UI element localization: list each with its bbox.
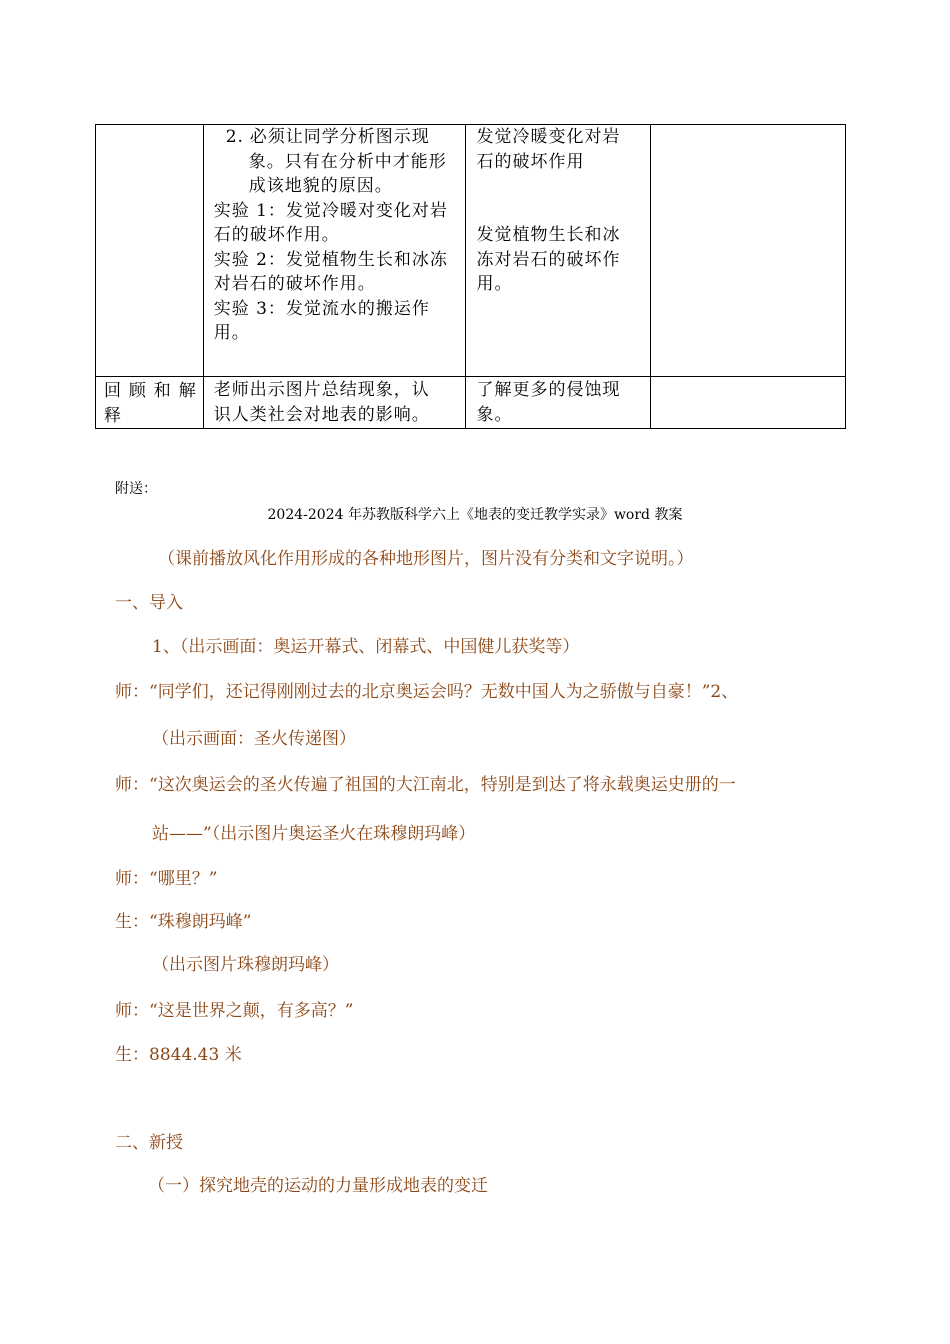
- intro-note: （课前播放风化作用形成的各种地形图片，图片没有分类和文字说明。）: [158, 549, 694, 569]
- document-title: 2024-2024 年苏教版科学六上《地表的变迁教学实录》word 教案: [267, 507, 683, 523]
- table-cell-stage: [96, 125, 204, 377]
- paragraph: 1、（出示画面：奥运开幕式、闭幕式、中国健儿获奖等）: [152, 637, 580, 657]
- paragraph: 师：“这次奥运会的圣火传遍了祖国的大江南北，特别是到达了将永载奥运史册的一: [115, 775, 736, 795]
- attach-label: 附送：: [115, 481, 157, 497]
- paragraph: 生：8844.43 米: [115, 1045, 242, 1065]
- cell-text: 老师出示图片总结现象，认: [213, 380, 430, 400]
- table-cell-stage: [96, 377, 204, 429]
- paragraph: 生：“珠穆朗玛峰”: [115, 912, 252, 932]
- cell-text: 对岩石的破坏作用。: [213, 274, 376, 294]
- cell-text: 了解更多的侵蚀现: [476, 380, 621, 400]
- paragraph: 师：“同学们，还记得刚刚过去的北京奥运会吗？无数中国人为之骄傲与自豪！”2、: [115, 682, 739, 702]
- paragraph: （一）探究地壳的运动的力量形成地表的变迁: [148, 1176, 488, 1196]
- table-row: [96, 377, 846, 429]
- section-heading-new: 二、新授: [115, 1133, 183, 1153]
- section-heading-intro: 一、导入: [115, 593, 183, 613]
- paragraph: 师：“哪里？”: [115, 869, 218, 889]
- table-cell-student-activity: [466, 377, 650, 429]
- cell-text: 石的破坏作用。: [213, 225, 340, 245]
- list-number: 2.: [225, 127, 244, 147]
- cell-text: 回顾和解: [104, 381, 197, 401]
- cell-text: 成该地貌的原因。: [248, 176, 393, 196]
- cell-text: 用。: [476, 274, 513, 294]
- paragraph: （出示图片珠穆朗玛峰）: [152, 955, 339, 975]
- cell-text: 发觉冷暖变化对岩: [476, 127, 621, 147]
- cell-text: 必须让同学分析图示现: [249, 127, 430, 147]
- table-cell-student-activity: [466, 125, 650, 377]
- table-cell-notes: [650, 377, 845, 429]
- cell-text: 实验 3：发觉流水的搬运作: [213, 298, 430, 319]
- cell-text: 释: [104, 405, 122, 426]
- table-row: [96, 125, 846, 377]
- paragraph: （出示画面：圣火传递图）: [152, 729, 356, 749]
- cell-text: 石的破坏作用: [476, 151, 585, 172]
- cell-text: 象。只有在分析中才能形: [248, 151, 447, 172]
- cell-text: 识人类社会对地表的影响。: [213, 404, 430, 425]
- list-item: [214, 125, 458, 150]
- lesson-table: [95, 124, 846, 429]
- table-cell-notes: [650, 125, 845, 377]
- table-cell-teacher-activity: [203, 125, 466, 377]
- cell-text: 象。: [476, 404, 513, 425]
- paragraph: 站——”（出示图片奥运圣火在珠穆朗玛峰）: [152, 824, 476, 844]
- cell-text: 实验 1：发觉冷暖对变化对岩: [213, 200, 448, 221]
- table-cell-teacher-activity: [203, 377, 466, 429]
- paragraph: 师：“这是世界之颠，有多高？”: [115, 1001, 354, 1021]
- cell-text: 实验 2：发觉植物生长和冰冻: [213, 249, 448, 270]
- cell-text: 用。: [213, 323, 250, 343]
- cell-text: 发觉植物生长和冰: [476, 225, 621, 245]
- spacer: [476, 174, 641, 223]
- cell-text: 冻对岩石的破坏作: [476, 249, 621, 270]
